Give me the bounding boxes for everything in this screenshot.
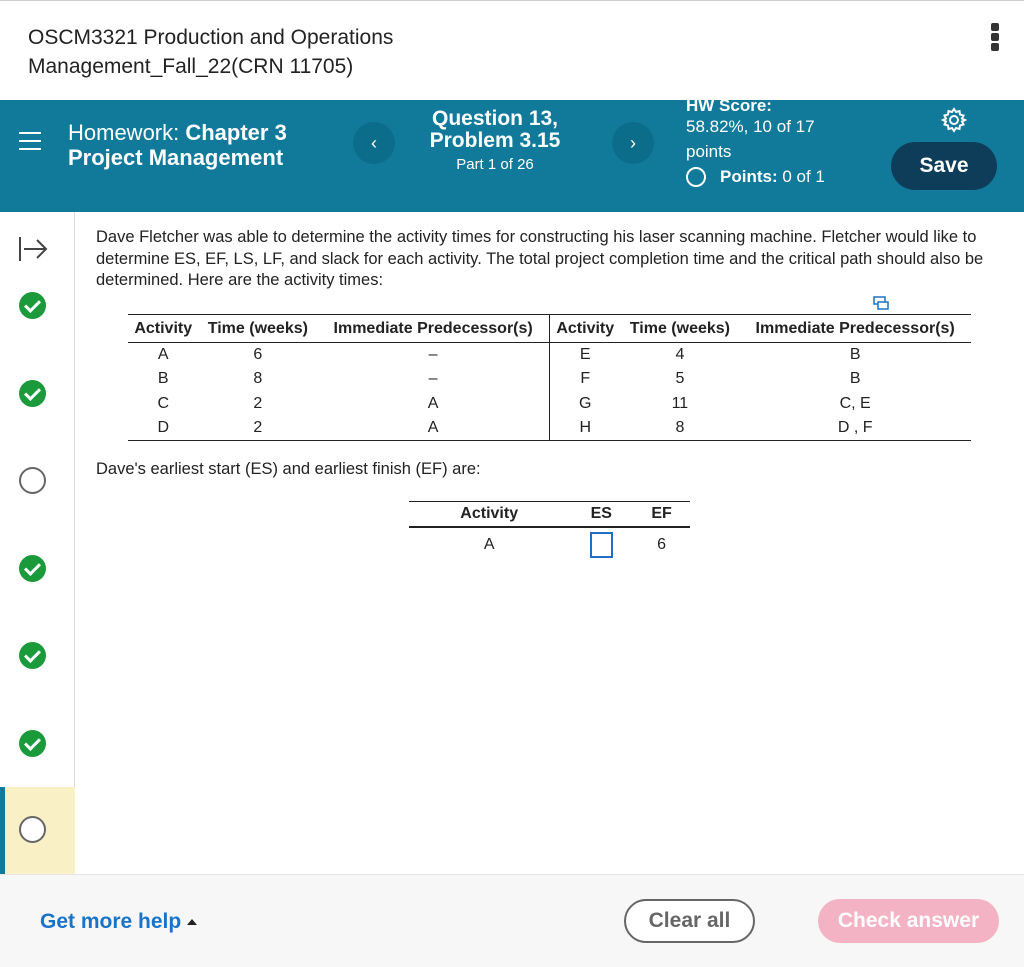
table-row bbox=[128, 343, 971, 368]
save-button[interactable]: Save bbox=[891, 142, 997, 190]
cell: D , F bbox=[739, 416, 971, 441]
cell: H bbox=[549, 416, 620, 441]
header-predecessors: Immediate Predecessor(s) bbox=[317, 315, 549, 343]
cell: B bbox=[849, 370, 861, 388]
es-ef-header bbox=[409, 502, 690, 528]
ef-cell: 6 bbox=[657, 536, 667, 553]
copy-table-icon[interactable] bbox=[873, 296, 889, 310]
expand-rail-icon[interactable] bbox=[17, 234, 49, 264]
cell: E bbox=[549, 343, 620, 368]
question-check-icon[interactable] bbox=[19, 380, 46, 407]
cell: D bbox=[128, 416, 198, 441]
next-question-button[interactable]: › bbox=[612, 122, 654, 164]
course-title-line2: Management_Fall_22(CRN 11705) bbox=[28, 55, 354, 78]
cell: 2 bbox=[253, 394, 263, 412]
cell: C bbox=[157, 394, 169, 412]
caret-up-icon bbox=[187, 919, 197, 925]
es-header-activity: Activity bbox=[409, 502, 569, 528]
cell: 11 bbox=[671, 394, 689, 412]
cell: A bbox=[157, 346, 169, 363]
cell: – bbox=[428, 346, 438, 363]
check-answer-button[interactable]: Check answer bbox=[818, 899, 999, 943]
question-check-icon[interactable] bbox=[19, 730, 46, 757]
current-question-marker bbox=[0, 787, 5, 874]
question-check-icon[interactable] bbox=[19, 292, 46, 319]
course-title-line1: OSCM3321 Production and Operations bbox=[28, 26, 394, 49]
points-circle-icon bbox=[686, 167, 706, 187]
points-label: Points: bbox=[720, 167, 778, 186]
get-more-help-link[interactable] bbox=[40, 910, 197, 934]
menu-icon[interactable] bbox=[19, 132, 41, 152]
question-check-icon[interactable] bbox=[19, 555, 46, 582]
hw-score-line1: 58.82%, 10 of 17 bbox=[686, 117, 815, 136]
gear-icon[interactable] bbox=[941, 107, 967, 133]
es-ef-table bbox=[409, 501, 690, 562]
table-row bbox=[128, 367, 971, 392]
score-block bbox=[686, 98, 876, 189]
help-label: Get more help bbox=[40, 910, 182, 933]
previous-question-button[interactable]: ‹ bbox=[353, 122, 395, 164]
problem-statement: Dave Fletcher was able to determine the activity times for constructing his laser scanning machine. Fletcher would like to determine ES, EF, LS, LF, and slack for each activity. The total project completion time and the critical path should also be determined. Here are the activity times: bbox=[96, 228, 984, 289]
cell: – bbox=[428, 370, 438, 388]
course-title bbox=[28, 23, 728, 81]
cell: 6 bbox=[253, 346, 263, 363]
homework-prefix: Homework: bbox=[68, 120, 186, 145]
header-activity: Activity bbox=[549, 315, 620, 343]
cell: A bbox=[427, 394, 439, 412]
cell: 8 bbox=[621, 416, 740, 441]
cell: B bbox=[157, 370, 169, 388]
header-time: Time (weeks) bbox=[621, 315, 740, 343]
table-row bbox=[128, 392, 971, 417]
homework-title bbox=[68, 120, 348, 170]
table-row bbox=[128, 416, 971, 441]
cell: 5 bbox=[675, 370, 685, 388]
es-header-ef: EF bbox=[633, 502, 690, 528]
header-time: Time (weeks) bbox=[198, 315, 317, 343]
header-activity: Activity bbox=[128, 315, 198, 343]
activity-table-header bbox=[128, 315, 971, 343]
cell: 4 bbox=[675, 346, 685, 363]
activity-table bbox=[128, 314, 971, 441]
hw-score-label: HW Score: bbox=[686, 98, 772, 114]
course-header bbox=[0, 0, 1024, 100]
more-options-icon[interactable] bbox=[988, 23, 1002, 53]
homework-topic: Project Management bbox=[68, 145, 284, 170]
clear-all-button[interactable]: Clear all bbox=[624, 899, 755, 943]
es-ef-prompt: Dave's earliest start (ES) and earliest finish (EF) are: bbox=[96, 460, 481, 478]
question-check-icon[interactable] bbox=[19, 642, 46, 669]
points-line bbox=[686, 164, 876, 189]
es-activity-cell: A bbox=[483, 536, 495, 553]
homework-chapter: Chapter 3 bbox=[185, 120, 287, 145]
question-part: Part 1 of 26 bbox=[456, 156, 534, 173]
cell: C, E bbox=[839, 394, 871, 412]
cell: A bbox=[317, 416, 549, 441]
es-cell bbox=[569, 527, 633, 562]
es-header-es: ES bbox=[569, 502, 633, 528]
es-answer-input[interactable] bbox=[590, 532, 613, 558]
cell: B bbox=[849, 346, 861, 363]
question-title-line2: Problem 3.15 bbox=[429, 129, 561, 152]
question-info bbox=[420, 108, 570, 173]
cell: G bbox=[549, 392, 620, 417]
current-question-icon[interactable] bbox=[19, 816, 46, 843]
hw-score-line2: points bbox=[686, 142, 732, 161]
table-row bbox=[409, 527, 690, 562]
question-title-line1: Question 13, bbox=[431, 107, 559, 130]
header-predecessors: Immediate Predecessor(s) bbox=[739, 315, 971, 343]
cell: F bbox=[549, 367, 620, 392]
cell: 8 bbox=[253, 370, 263, 388]
question-empty-icon[interactable] bbox=[19, 467, 46, 494]
points-value: 0 of 1 bbox=[777, 167, 825, 186]
cell: 2 bbox=[198, 416, 317, 441]
